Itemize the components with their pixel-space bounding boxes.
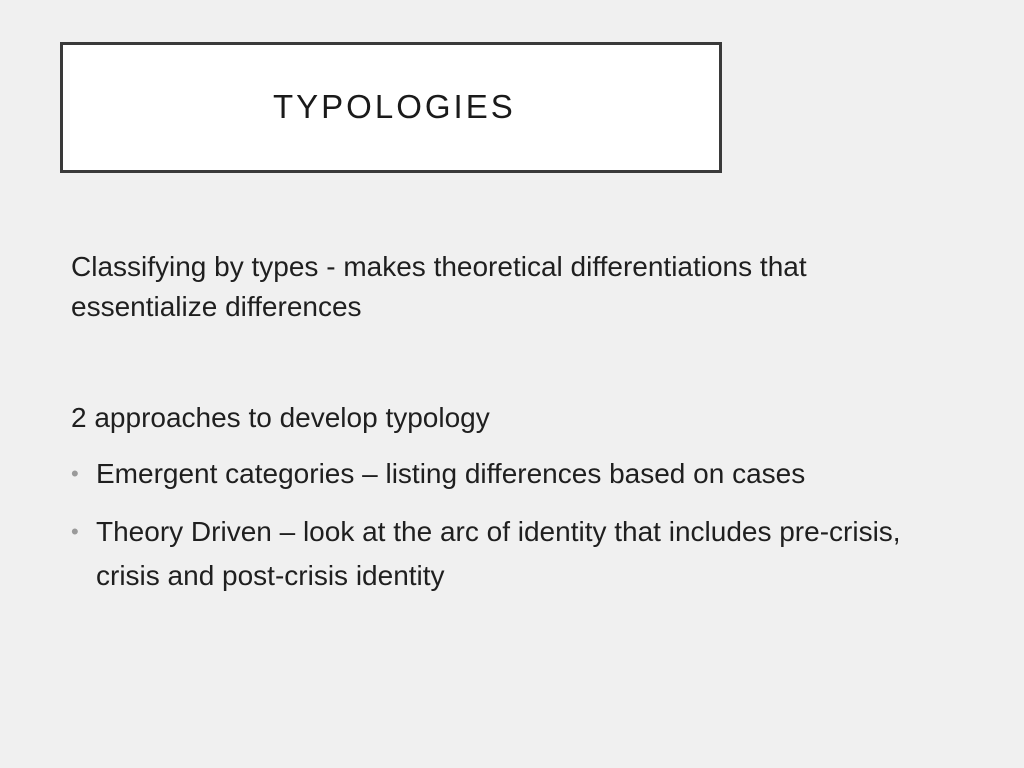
- bullet-item-emergent: [71, 452, 951, 496]
- bullet-dot-icon: •: [71, 519, 79, 544]
- bullet-list: [71, 452, 951, 598]
- bullet-text: Theory Driven – look at the arc of identity that includes pre-crisis, crisis and post-crisis identity: [96, 516, 901, 591]
- lead-paragraph: 2 approaches to develop typology: [71, 402, 490, 433]
- bullet-text: Emergent categories – listing differences based on cases: [96, 458, 806, 489]
- intro-paragraph: Classifying by types - makes theoretical differentiations that essentialize differences: [71, 251, 807, 322]
- slide-body: [71, 247, 951, 612]
- title-box: [60, 42, 722, 173]
- slide-title: TYPOLOGIES: [273, 88, 516, 125]
- bullet-dot-icon: •: [71, 461, 79, 486]
- bullet-item-theory-driven: [71, 510, 951, 598]
